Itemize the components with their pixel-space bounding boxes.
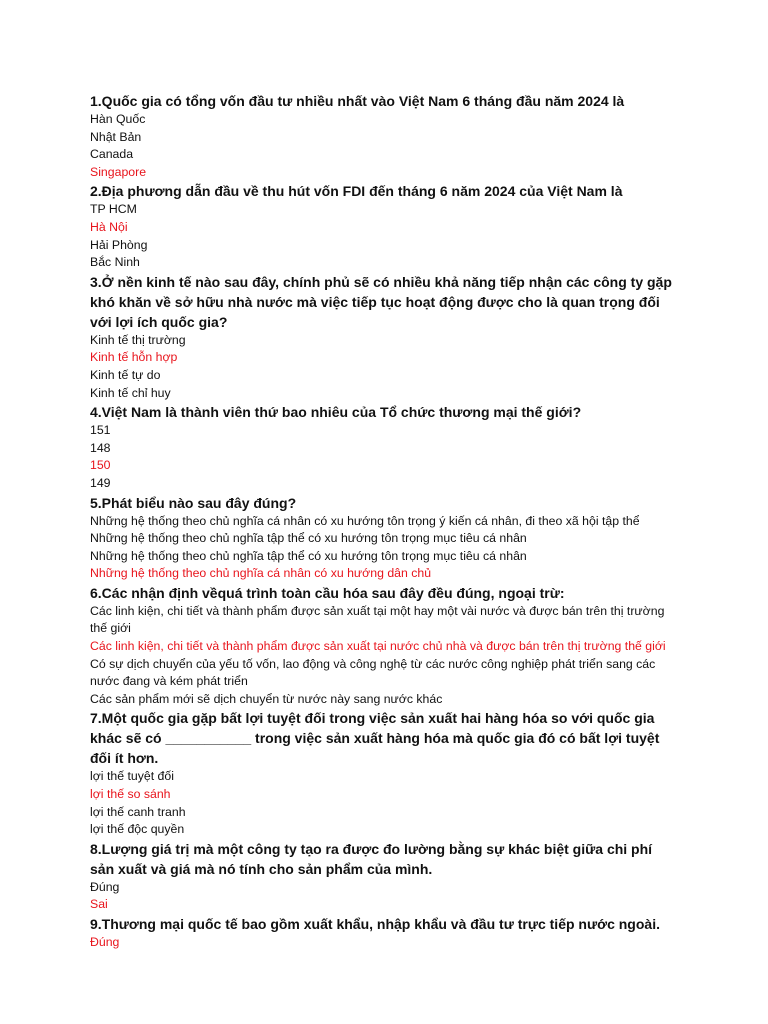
question-text: 2.Địa phương dẫn đầu về thu hút vốn FDI đến tháng 6 năm 2024 của Việt Nam là — [90, 183, 623, 200]
answer-option: Hải Phòng — [90, 237, 148, 252]
answer-option: lợi thế canh tranh — [90, 804, 186, 819]
answer-option: Kinh tế thị trường — [90, 332, 186, 347]
question-block — [90, 914, 680, 952]
answer-option: Có sự dịch chuyển của yếu tố vốn, lao động và công nghệ từ các nước công nghiệp phát triển sang các nước đang và kém phát triển — [90, 656, 656, 689]
correct-answer-option: Hà Nội — [90, 219, 128, 234]
question-block — [90, 272, 680, 402]
answer-option: Kinh tế tự do — [90, 367, 161, 382]
question-block — [90, 583, 680, 709]
quiz-document — [90, 91, 680, 952]
question-text: 9.Thương mại quốc tế bao gồm xuất khẩu, nhập khẩu và đầu tư trực tiếp nước ngoài. — [90, 916, 660, 932]
question-block — [90, 181, 680, 271]
correct-answer-option: 150 — [90, 458, 111, 473]
answer-option: Những hệ thống theo chủ nghĩa cá nhân có xu hướng tôn trọng ý kiến cá nhân, đi theo xã hội tập thể — [90, 513, 640, 528]
correct-answer-option: Những hệ thống theo chủ nghĩa cá nhân có xu hướng dân chủ — [90, 566, 432, 581]
question-text: 1.Quốc gia có tổng vốn đầu tư nhiều nhất vào Việt Nam 6 tháng đầu năm 2024 là — [90, 93, 625, 109]
answer-option: lợi thế độc quyền — [90, 822, 185, 837]
answer-option: 151 — [90, 423, 111, 438]
question-block — [90, 493, 680, 583]
answer-option: Bắc Ninh — [90, 255, 140, 270]
correct-answer-option: Đúng — [90, 935, 120, 949]
answer-option: TP HCM — [90, 202, 137, 217]
question-text: 7.Một quốc gia gặp bất lợi tuyệt đối trong việc sản xuất hai hàng hóa so với quốc gia khác sẽ có ___________ trong việc sản xuất hàng hóa mà quốc gia đó có bất lợi tuyệt đối ít hơn. — [90, 710, 660, 767]
answer-option: Các linh kiện, chi tiết và thành phẩm được sản xuất tại một hay một vài nước và được bán trên thị trường thế giới — [90, 603, 665, 636]
question-text: 4.Việt Nam là thành viên thứ bao nhiêu của Tổ chức thương mại thế giới? — [90, 404, 582, 421]
question-block — [90, 91, 680, 181]
answer-option: 148 — [90, 440, 111, 455]
answer-option: Hàn Quốc — [90, 112, 146, 126]
question-block — [90, 839, 680, 914]
answer-option: Kinh tế chỉ huy — [90, 385, 171, 400]
answer-option: Đúng — [90, 879, 120, 894]
correct-answer-option: Singapore — [90, 164, 147, 179]
question-text: 6.Các nhận định vềquá trình toàn cầu hóa sau đây đều đúng, ngoại trừ: — [90, 584, 565, 601]
answer-option: Những hệ thống theo chủ nghĩa tập thể có xu hướng tôn trọng mục tiêu cá nhân — [90, 531, 527, 546]
answer-option: 149 — [90, 475, 111, 490]
answer-option: Canada — [90, 147, 134, 162]
question-text: 8.Lượng giá trị mà một công ty tạo ra được đo lường bằng sự khác biệt giữa chi phí sản xuất và giá mà nó tính cho sản phẩm của mình. — [90, 840, 653, 877]
question-text: 5.Phát biểu nào sau đây đúng? — [90, 494, 297, 511]
correct-answer-option: lợi thế so sánh — [90, 787, 171, 802]
answer-option: Những hệ thống theo chủ nghĩa tập thể có xu hướng tôn trọng mục tiêu cá nhân — [90, 548, 527, 563]
answer-option: Các sản phẩm mới sẽ dịch chuyển từ nước này sang nước khác — [90, 691, 443, 706]
correct-answer-option: Sai — [90, 897, 108, 912]
question-block — [90, 402, 680, 492]
answer-option: lợi thế tuyệt đối — [90, 769, 174, 784]
question-block — [90, 708, 680, 838]
question-text: 3.Ở nền kinh tế nào sau đây, chính phủ sẽ có nhiều khả năng tiếp nhận các công ty gặp khó khăn về sở hữu nhà nước mà việc tiếp tục hoạt động được cho là quan trọng đối với lợi ích quốc gia? — [90, 273, 672, 330]
correct-answer-option: Kinh tế hỗn hợp — [90, 350, 178, 365]
answer-option: Nhật Bản — [90, 129, 142, 144]
correct-answer-option: Các linh kiện, chi tiết và thành phẩm được sản xuất tại nước chủ nhà và được bán trên thị trường thế giới — [90, 639, 666, 654]
